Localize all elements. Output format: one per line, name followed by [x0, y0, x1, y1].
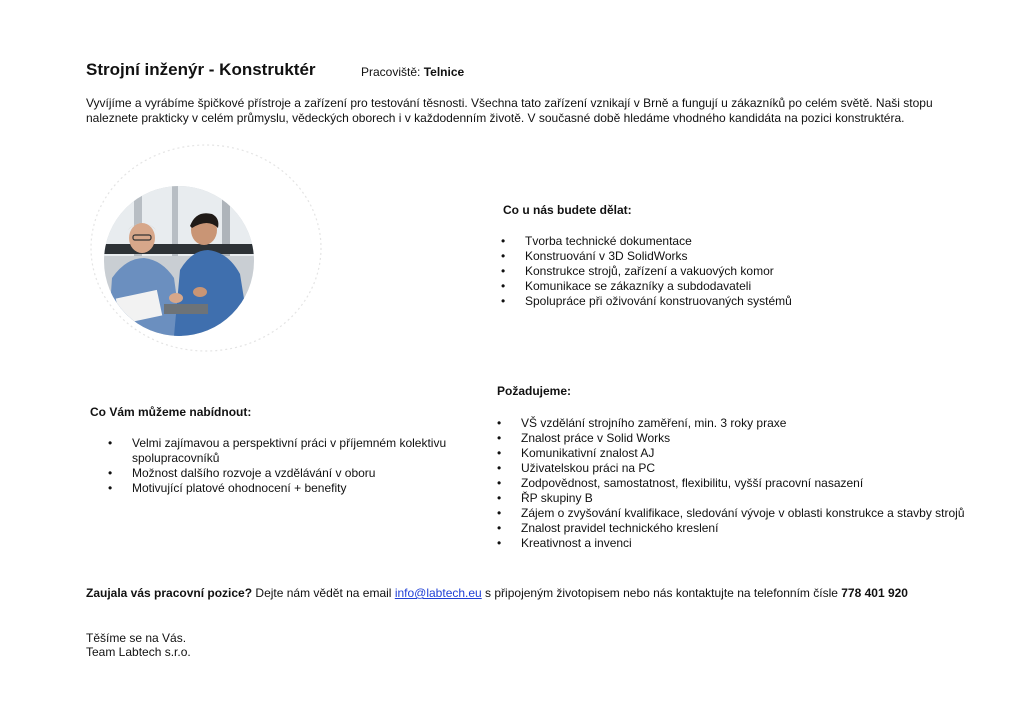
- list-item: • Konstruování v 3D SolidWorks: [501, 249, 941, 264]
- list-item: • VŠ vzdělání strojního zaměření, min. 3 roky praxe: [497, 416, 997, 431]
- list-item: • Konstrukce strojů, zařízení a vakuových komor: [501, 264, 941, 279]
- list-item: • Motivující platové ohodnocení + benefity: [108, 481, 468, 496]
- workplace-info: [361, 65, 464, 79]
- closing-block: [86, 631, 191, 659]
- list-item: • Znalost práce v Solid Works: [497, 431, 997, 446]
- contact-question: Zaujala vás pracovní pozice?: [86, 586, 253, 600]
- closing-greeting: Těšíme se na Vás.: [86, 631, 187, 645]
- workplace-value: Telnice: [423, 65, 465, 79]
- list-item: • Spolupráce při oživování konstruovaných systémů: [501, 294, 941, 309]
- requirements-list: [497, 416, 997, 551]
- list-item: • Tvorba technické dokumentace: [501, 234, 941, 249]
- page-title: Strojní inženýr - Konstruktér: [86, 60, 316, 79]
- list-item: • Komunikace se zákazníky a subdodavateli: [501, 279, 941, 294]
- email-link[interactable]: info@labtech.eu: [394, 586, 482, 600]
- phone-number: 778 401 920: [841, 586, 908, 600]
- requirements-heading: Požadujeme:: [497, 384, 572, 398]
- todo-heading: Co u nás budete dělat:: [503, 203, 632, 217]
- list-item: • Zodpovědnost, samostatnost, flexibilitu, vyšší pracovní nasazení: [497, 476, 997, 491]
- offer-list: [108, 436, 468, 496]
- offer-heading: Co Vám můžeme nabídnout:: [90, 405, 252, 419]
- list-item: • Komunikativní znalost AJ: [497, 446, 997, 461]
- list-item: • Uživatelskou práci na PC: [497, 461, 997, 476]
- contact-line: [86, 586, 908, 600]
- list-item: • Velmi zajímavou a perspektivní práci v příjemném kolektivu spolupracovníků: [108, 436, 468, 466]
- list-item: • Zájem o zvyšování kvalifikace, sledování vývoje v oblasti konstrukce a stavby strojů: [497, 506, 997, 521]
- contact-text-after: s připojeným životopisem nebo nás kontaktujte na telefonním čísle: [481, 586, 842, 600]
- workplace-label: Pracoviště:: [361, 65, 421, 79]
- todo-list: [501, 234, 941, 309]
- list-item: • ŘP skupiny B: [497, 491, 997, 506]
- contact-text-before: Dejte nám vědět na email: [252, 586, 395, 600]
- team-photo: [104, 186, 254, 336]
- list-item: • Kreativnost a invenci: [497, 536, 997, 551]
- closing-signature: Team Labtech s.r.o.: [86, 645, 191, 659]
- intro-paragraph: Vyvíjíme a vyrábíme špičkové přístroje a zařízení pro testování těsnosti. Všechna tato zařízení vznikají v Brně a fungují u zákazníků po celém světě. Naši stopu naleznete prakticky v celém průmyslu, vědeckých oborech i v každodenním životě. V současné době hledáme vhodného kandidáta na pozici konstruktéra.: [86, 96, 933, 125]
- list-item: • Možnost dalšího rozvoje a vzdělávání v oboru: [108, 466, 468, 481]
- list-item: • Znalost pravidel technického kreslení: [497, 521, 997, 536]
